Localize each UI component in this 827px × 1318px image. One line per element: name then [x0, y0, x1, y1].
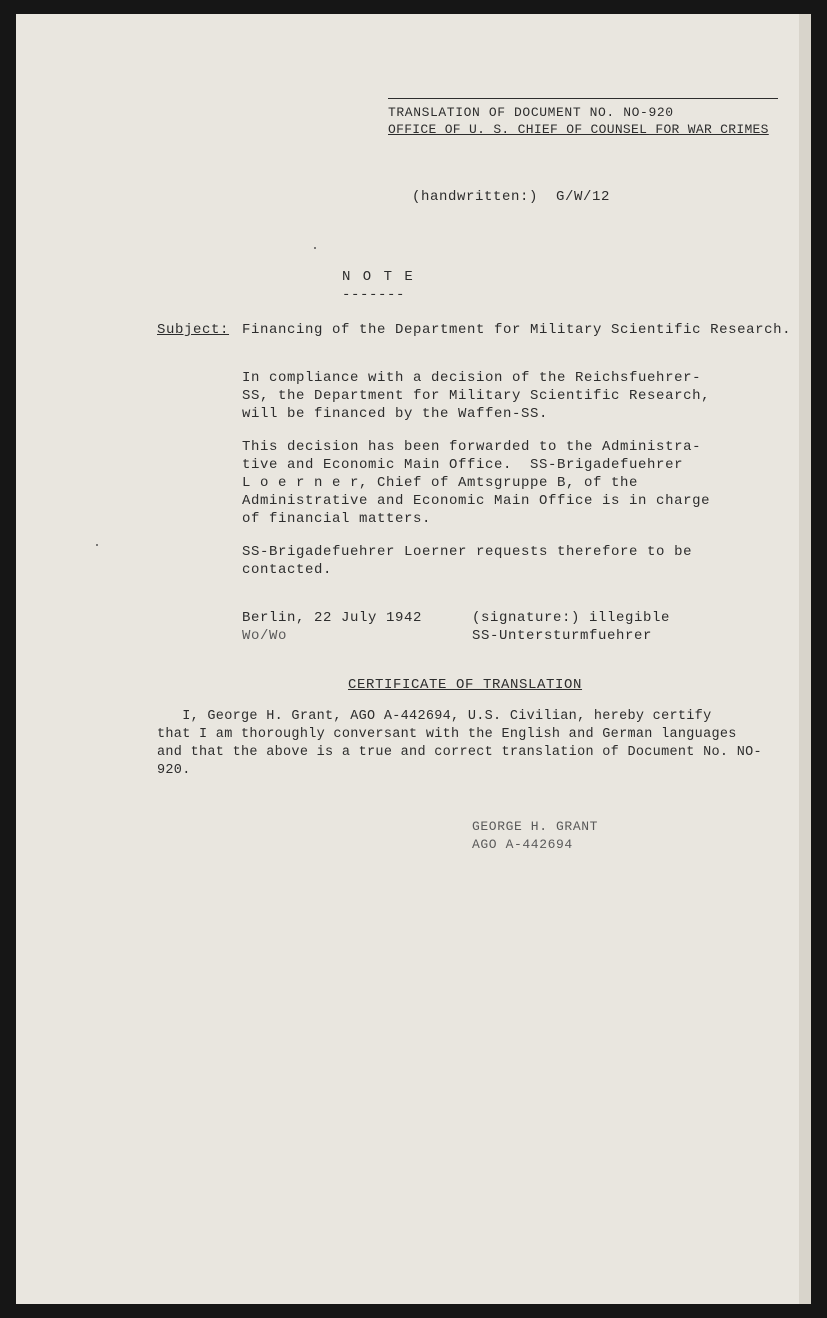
paragraph-2-line-1: This decision has been forwarded to the Administra-	[242, 439, 702, 455]
paragraph-3-line-1: SS-Brigadefuehrer Loerner requests therefore to be	[242, 544, 693, 560]
subject-label: Subject:	[157, 322, 230, 338]
paragraph-1-line-2: SS, the Department for Military Scientific Research,	[242, 388, 711, 404]
translator-name: GEORGE H. GRANT	[472, 819, 599, 834]
note-title-dashes: -------	[342, 287, 406, 303]
paragraph-1-line-3: will be financed by the Waffen-SS.	[242, 406, 549, 422]
paragraph-2-line-5: of financial matters.	[242, 511, 432, 527]
speck	[314, 247, 316, 249]
paragraph-1-line-1: In compliance with a decision of the Reichsfuehrer-	[242, 370, 702, 386]
certificate-title: CERTIFICATE OF TRANSLATION	[348, 677, 583, 693]
paragraph-3-line-2: contacted.	[242, 562, 333, 578]
speck	[96, 544, 98, 546]
header-translation-line: TRANSLATION OF DOCUMENT NO. NO-920	[388, 105, 674, 120]
signatory-rank: SS-Untersturmfuehrer	[472, 628, 653, 644]
paragraph-2-line-4: Administrative and Economic Main Office is in charge	[242, 493, 711, 509]
paragraph-2-line-3: L o e r n e r, Chief of Amtsgruppe B, of the	[242, 475, 639, 491]
initials: Wo/Wo	[242, 628, 288, 644]
header-top-rule	[388, 98, 778, 99]
document-page	[16, 14, 811, 1304]
place-date: Berlin, 22 July 1942	[242, 610, 423, 626]
page-edge	[799, 14, 811, 1304]
certificate-line-1: I, George H. Grant, AGO A-442694, U.S. Civilian, hereby certify	[157, 709, 712, 724]
paragraph-2-line-2: tive and Economic Main Office. SS-Brigadefuehrer	[242, 457, 684, 473]
translator-ago: AGO A-442694	[472, 837, 573, 852]
certificate-line-2: that I am thoroughly conversant with the English and German languages	[157, 727, 737, 742]
note-title: N O T E	[342, 269, 415, 285]
signature-note: (signature:) illegible	[472, 610, 671, 626]
subject-text: Financing of the Department for Military Scientific Research.	[242, 322, 792, 338]
header-office-line: OFFICE OF U. S. CHIEF OF COUNSEL FOR WAR CRIMES	[388, 122, 769, 137]
certificate-line-3: and that the above is a true and correct translation of Document No. NO-	[157, 745, 762, 760]
handwritten-reference: (handwritten:) G/W/12	[412, 189, 611, 205]
certificate-line-4: 920.	[157, 763, 191, 778]
